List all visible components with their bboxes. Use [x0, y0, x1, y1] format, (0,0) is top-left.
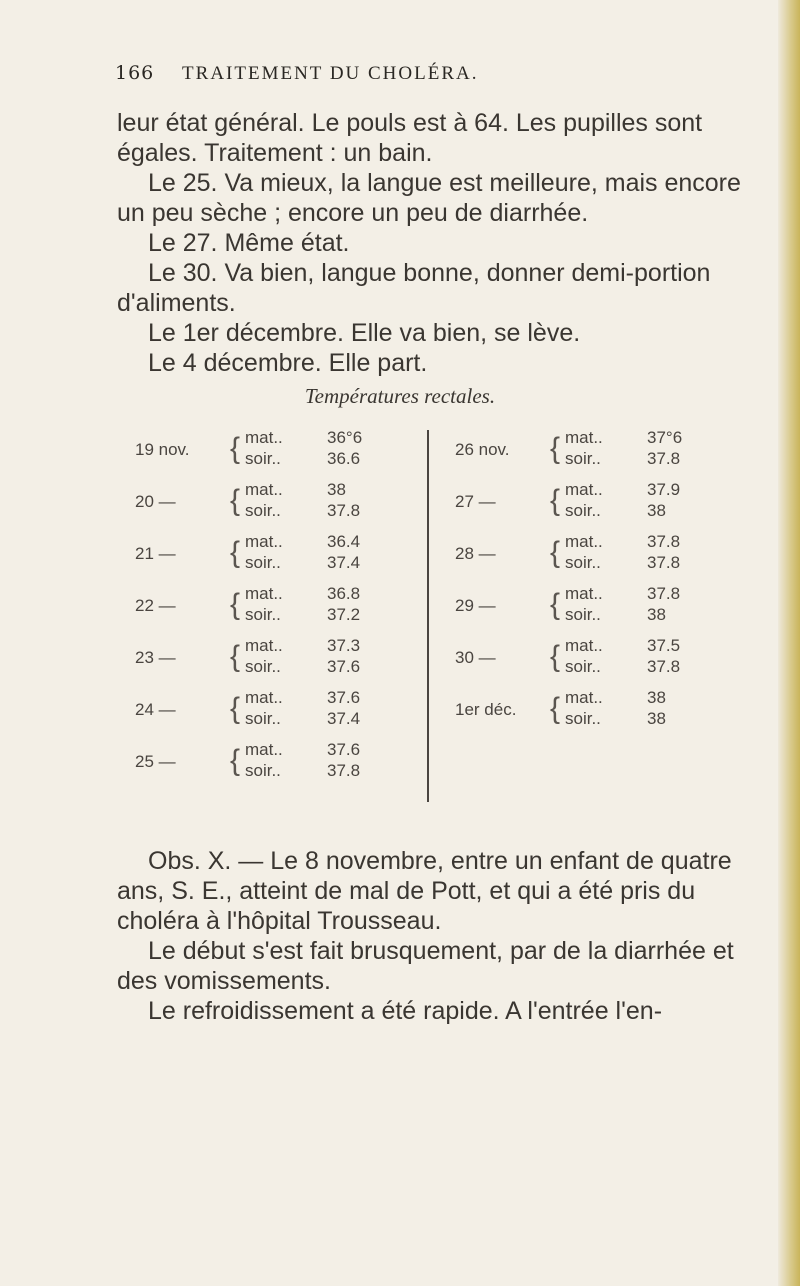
brace-glyph: { — [550, 640, 561, 673]
paragraph: Obs. X. — Le 8 novembre, entre un enfant de quatre ans, S. E., atteint de mal de Pott, et qui a été pris du choléra à l'hôpital Trousseau. — [117, 847, 732, 935]
value-soir: 37.4 — [327, 553, 361, 572]
row-date: 25 — — [135, 752, 176, 771]
brace-glyph: { — [230, 744, 241, 777]
value-soir: 37.4 — [327, 709, 361, 728]
row-date: 28 — — [455, 544, 496, 563]
label-soir: soir.. — [245, 709, 281, 728]
body-text-top — [117, 108, 757, 378]
paragraph: Le 27. Même état. — [148, 229, 350, 257]
value-mat: 37.8 — [647, 584, 681, 603]
paragraph: Le 25. Va mieux, la langue est meilleure, mais encore un peu sèche ; encore un peu de diarrhée. — [117, 169, 741, 227]
paragraph: Le 30. Va bien, langue bonne, donner demi-portion d'aliments. — [117, 259, 711, 317]
label-mat: mat.. — [245, 428, 283, 447]
row-date: 30 — — [455, 648, 496, 667]
row-date: 22 — — [135, 596, 176, 615]
label-mat: mat.. — [565, 428, 603, 447]
row-date: 21 — — [135, 544, 176, 563]
label-mat: mat.. — [245, 480, 283, 499]
label-soir: soir.. — [245, 501, 281, 520]
brace-glyph: { — [230, 432, 241, 465]
row-date: 20 — — [135, 492, 176, 511]
label-soir: soir.. — [565, 709, 601, 728]
temperature-row — [135, 688, 455, 734]
brace-glyph: { — [230, 588, 241, 621]
value-soir: 38 — [647, 709, 666, 728]
value-mat: 38 — [647, 688, 666, 707]
row-date: 19 nov. — [135, 440, 190, 459]
label-soir: soir.. — [245, 657, 281, 676]
brace-glyph: { — [550, 588, 561, 621]
temperature-row — [135, 636, 455, 682]
row-date: 1er déc. — [455, 700, 517, 719]
row-date: 24 — — [135, 700, 176, 719]
page-edge — [778, 0, 800, 1286]
label-mat: mat.. — [245, 688, 283, 707]
label-mat: mat.. — [565, 584, 603, 603]
value-soir: 38 — [647, 605, 666, 624]
value-soir: 37.8 — [327, 761, 361, 780]
temperature-row — [135, 428, 455, 474]
brace-glyph: { — [230, 536, 241, 569]
temperature-row — [455, 428, 775, 474]
column-divider — [427, 430, 429, 802]
paragraph: Le refroidissement a été rapide. A l'entrée l'en- — [148, 997, 663, 1025]
label-soir: soir.. — [565, 501, 601, 520]
label-mat: mat.. — [245, 636, 283, 655]
value-soir: 37.6 — [327, 657, 361, 676]
page-number: 166 — [115, 62, 155, 84]
label-mat: mat.. — [245, 740, 283, 759]
temperature-row — [135, 532, 455, 578]
temperature-row — [455, 636, 775, 682]
brace-glyph: { — [550, 432, 561, 465]
value-mat: 37°6 — [647, 428, 683, 447]
value-mat: 37.6 — [327, 740, 361, 759]
value-mat: 36°6 — [327, 428, 363, 447]
row-date: 26 nov. — [455, 440, 510, 459]
value-mat: 37.3 — [327, 636, 361, 655]
brace-glyph: { — [550, 536, 561, 569]
paragraph: Le 1er décembre. Elle va bien, se lève. — [148, 319, 581, 347]
value-mat: 37.8 — [647, 532, 681, 551]
label-soir: soir.. — [565, 605, 601, 624]
temperature-row — [455, 584, 775, 630]
value-soir: 37.8 — [327, 501, 361, 520]
temperature-row — [135, 740, 455, 786]
value-soir: 37.8 — [647, 553, 681, 572]
value-mat: 37.6 — [327, 688, 361, 707]
value-soir: 37.8 — [647, 449, 681, 468]
label-mat: mat.. — [565, 532, 603, 551]
paragraph: Le 4 décembre. Elle part. — [148, 349, 428, 377]
value-soir: 36.6 — [327, 449, 361, 468]
value-soir: 37.2 — [327, 605, 361, 624]
value-soir: 37.8 — [647, 657, 681, 676]
brace-glyph: { — [230, 484, 241, 517]
brace-glyph: { — [550, 692, 561, 725]
temperature-row — [135, 584, 455, 630]
label-mat: mat.. — [565, 688, 603, 707]
label-soir: soir.. — [565, 657, 601, 676]
label-soir: soir.. — [245, 761, 281, 780]
temperature-row — [455, 532, 775, 578]
label-mat: mat.. — [565, 636, 603, 655]
label-mat: mat.. — [565, 480, 603, 499]
label-soir: soir.. — [245, 449, 281, 468]
body-text-bottom — [117, 846, 757, 1026]
temperature-row — [455, 480, 775, 526]
value-mat: 36.8 — [327, 584, 361, 603]
label-soir: soir.. — [565, 553, 601, 572]
label-soir: soir.. — [245, 553, 281, 572]
running-header — [115, 62, 478, 85]
temperature-row — [455, 688, 775, 734]
value-mat: 37.9 — [647, 480, 681, 499]
label-soir: soir.. — [245, 605, 281, 624]
value-mat: 36.4 — [327, 532, 361, 551]
label-soir: soir.. — [565, 449, 601, 468]
paragraph: Le début s'est fait brusquement, par de la diarrhée et des vomissements. — [117, 937, 734, 995]
row-date: 29 — — [455, 596, 496, 615]
value-soir: 38 — [647, 501, 666, 520]
row-date: 27 — — [455, 492, 496, 511]
row-date: 23 — — [135, 648, 176, 667]
value-mat: 38 — [327, 480, 346, 499]
brace-glyph: { — [230, 692, 241, 725]
running-title: TRAITEMENT DU CHOLÉRA. — [182, 63, 479, 84]
label-mat: mat.. — [245, 584, 283, 603]
table-caption: Températures rectales. — [304, 384, 496, 408]
brace-glyph: { — [230, 640, 241, 673]
brace-glyph: { — [550, 484, 561, 517]
paragraph: leur état général. Le pouls est à 64. Les pupilles sont égales. Traitement : un bain. — [117, 109, 703, 167]
label-mat: mat.. — [245, 532, 283, 551]
temperature-row — [135, 480, 455, 526]
value-mat: 37.5 — [647, 636, 681, 655]
